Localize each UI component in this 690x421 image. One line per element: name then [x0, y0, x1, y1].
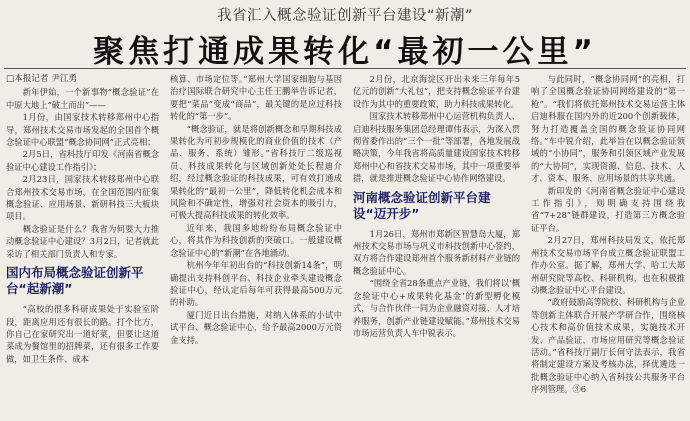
subheading-domestic-layout: 国内布局概念验证创新平台“起新潮”	[6, 265, 144, 297]
byline: □本报记者 尹江勇	[6, 74, 78, 84]
article-column-2	[170, 73, 342, 419]
paragraph: 核算、市场定位等。”郑州大学国家细胞与基因治疗国际联合研究中心主任王鹏举告诉记者，要把“菜品”变成“商品”，最关键的是应过科技转化的“第一步”。	[170, 74, 342, 122]
main-headline: 聚焦打通成果转化“最初一公里”	[93, 34, 597, 70]
paragraph: 新年伊始，一个新事物“概念验证”在中原大地上“破土而出”——	[6, 87, 159, 110]
paragraph: 新印发的《河南省概念验证中心建设工作指引》，则明确支持围绕我省“7+28”链群建设，打造第三方概念验证平台。	[531, 185, 685, 233]
article-column-1	[6, 73, 159, 419]
article-column-4	[531, 73, 685, 419]
paragraph: 杭州今年年初出台的“科技创新14条”，明确提出支持科创平台、科技企业牵头建设概念验证中心，经认定后每年可获得最高500万元的补助。	[170, 260, 342, 308]
paragraph: 厦门近日出台措施，对纳入体系的小试中试平台、概念验证中心，给予最高2000万元资金支持。	[170, 309, 342, 345]
paragraph: “高校的很多科研成果处于实验室阶段，距离应用还有很长的路。打个比方，你自己在家研究出一道好菜，但要让这道菜成为餐馆里的招牌菜，还有很多工作要做，如卫生条件、成本	[6, 304, 159, 364]
article-column-3	[353, 73, 520, 419]
paragraph: 2月5日，省科技厅印发《河南省概念验证中心建设工作指引》；	[6, 149, 159, 172]
paragraph: “概念验证，就是将创新概念和早期科技成果转化为可初步规模化的商业价值的技术（产品、服务、系统）雏形。”省科技厅二级巡视员、科技成果转化与区域创新处处长程迪介绍，经过概念验证的科技成果，可有效打通成果转化的“最初一公里”，降低转化机会成本和风险和不确定性，增强对社会资本的吸引力，可极大提高科技成果的转化效率。	[170, 123, 342, 221]
header-divider	[4, 68, 686, 69]
paragraph: 1月份，由国家技术转移郑州中心指导，郑州技术交易市场发起的全国首个概念验证中心联盟“概念协同网”正式亮相；	[6, 112, 159, 148]
subheading-henan-platform: 河南概念验证创新平台建设“迈开步”	[353, 189, 491, 221]
paragraph: 2月27日，郑州科技局发文，依托郑州技术交易市场平台成立概念验证联盟工作办公室。据了解，郑州大学、哈工大郑州研究院等高校、科研机构，也在积极推动概念验证中心平台建设。	[531, 235, 685, 295]
paragraph: 1月26日，郑州市郑新区智慧岛大厦，郑州技术交易市场与巩义市科技创新中心签约，双方将合作建设郑州首个服务新材料产业链的概念验证中心。	[353, 228, 520, 276]
paragraph: 与此同时，“概念协同网”的亮相，打响了全国概念验证协同网络建设的“第一枪”。“我们将依托郑州技术交易运营主体启迪科服在国内外的近200个创新载体，努力打造覆盖全国的概念验证协同网络。”车中锐介绍，此举旨在以概念验证领域的“小协同”，服务和引领区域产业发展的“大协同”，实现资源、信息、技术、人才、资本、服务、应用场景的共享共通。	[531, 74, 685, 184]
paragraph: 概念验证是什么？我省为何要大力推动概念验证中心建设？3月2日，记者就此采访了相关部门负责人和专家。	[6, 223, 159, 259]
paragraph: 近年来，我国多地纷纷布局概念验证中心，将其作为科技创新的突破口。一般建设概念验证中心的“新潮”在各地涌动。	[170, 222, 342, 258]
kicker-title: 我省汇入概念验证创新平台建设“新潮”	[216, 8, 474, 24]
paragraph: 2月份，北京海淀区开出未来三年每年5亿元的创新“大礼包”，把支持概念验证平台建设作为其中的重要政策，助力科技成果转化。	[353, 74, 520, 109]
paragraph: 国家技术转移郑州中心运营机构负责人、启迪科技服务集团总经理谭伟表示，为深入贯彻省委作出的“三个一批”等部署，各地发展战略决策，今年我省将高质量建设国家技术转移郑州中心和省技术交易市场，其中一项重要举措，就是推进概念验证中心协作网络建设。	[353, 111, 520, 184]
paragraph: “政府鼓励高等院校、科研机构与企业等创新主体联合开展产学研合作，围绕核心技术和高价值技术成果，实施技术开发、产品验证、市场应用研究等概念验证活动。”省科技厅副厅长何守法表示，我省将制定建设方案及考核办法，择优遴选一批概念验证中心纳入省科技公共服务平台序列管理。③6	[531, 297, 685, 395]
paragraph: 2月23日，国家技术转移郑州中心联合郑州技术交易市场，在全国范围内征集概念验证、应用场景、新研科技三大板块项目。	[6, 174, 159, 222]
paragraph: “围绕全省28条重点产业链，我们将以‘概念验证中心+成果转化基金’的新型孵化模式，与合作伙伴一同为企业融资对接、人才培养服务，创新产业链建设赋能。”郑州技术交易市场运营负责人车中锐表示。	[353, 278, 520, 338]
